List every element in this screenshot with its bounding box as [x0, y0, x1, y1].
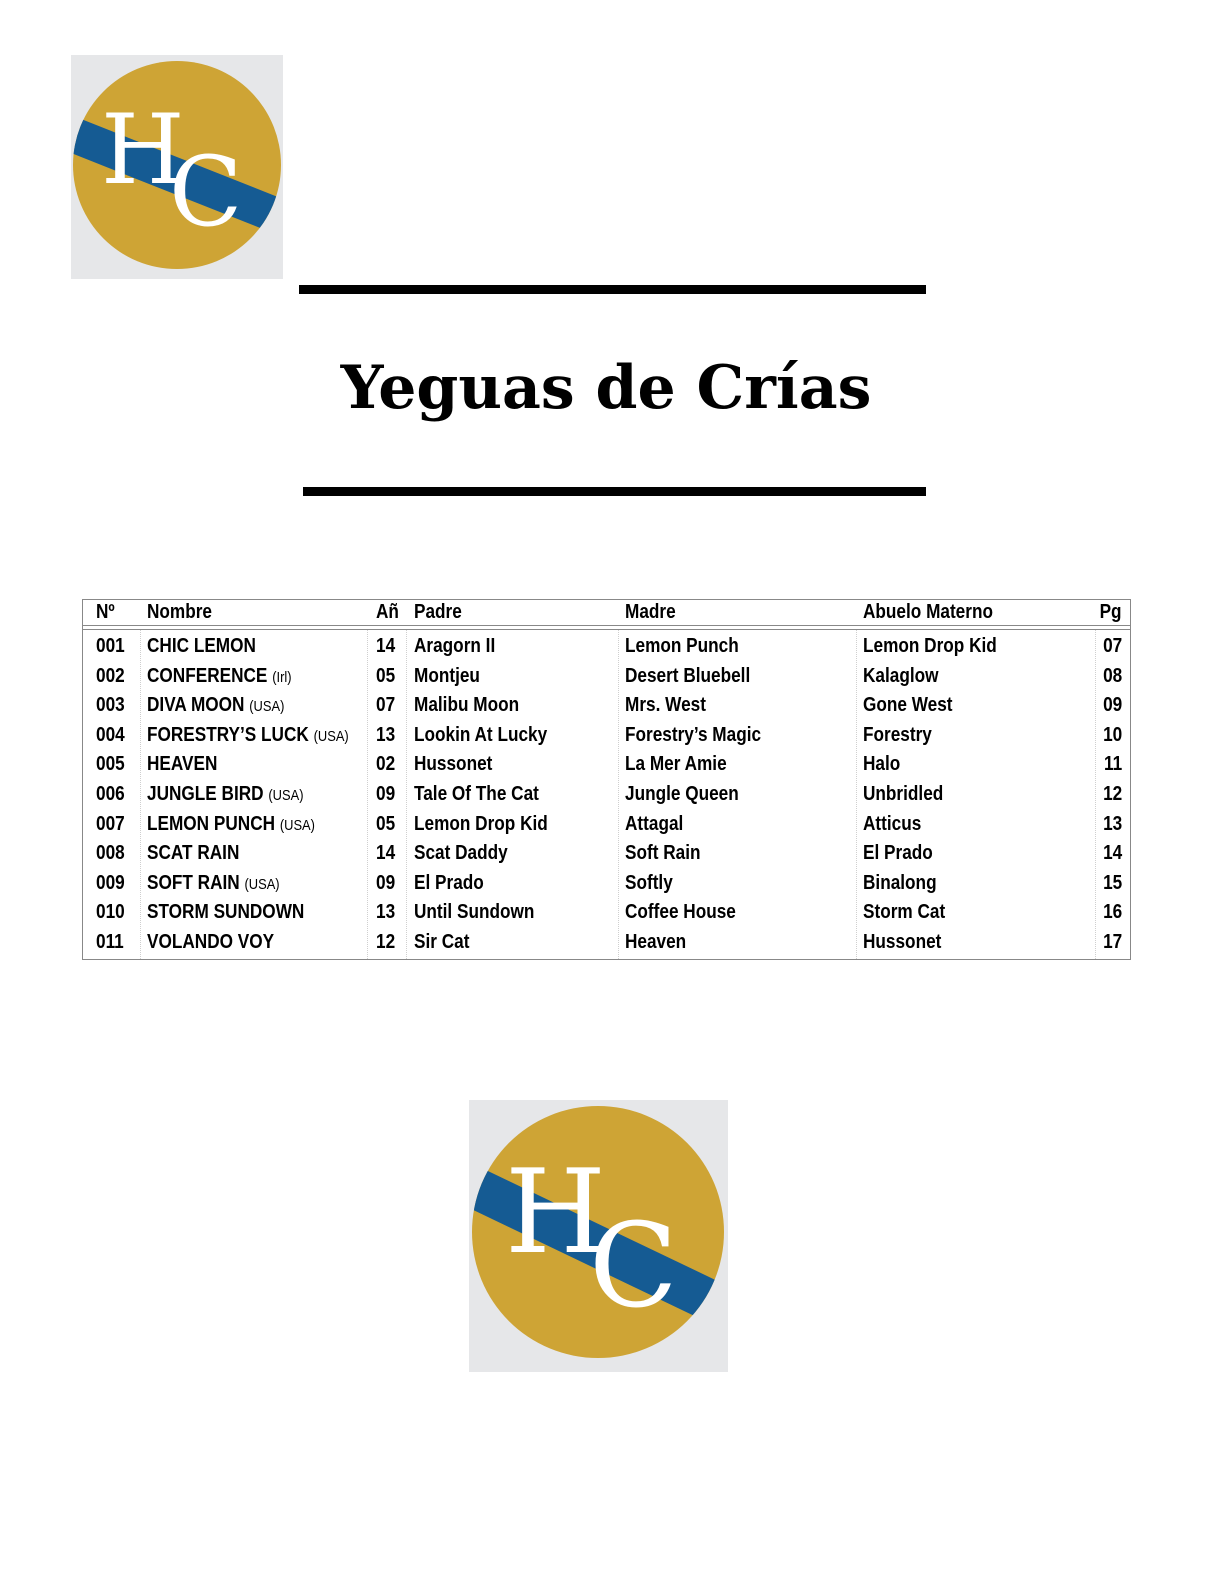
cell-dam [625, 783, 739, 806]
cell-num [96, 724, 125, 747]
cell-year [376, 635, 395, 658]
cell-sire [414, 842, 508, 865]
cell-year-text: 14 [376, 635, 396, 657]
header-name: Nombre [147, 601, 212, 623]
cell-num [96, 872, 125, 895]
cell-dam [625, 724, 761, 747]
cell-page [1104, 753, 1122, 776]
cell-name [147, 783, 304, 806]
cell-year-text: 02 [376, 753, 396, 776]
cell-sire [414, 724, 547, 747]
cell-page [1103, 694, 1122, 717]
cell-year [376, 813, 395, 836]
cell-grandsire-text: Atticus [863, 812, 922, 835]
header-page: Pg [1100, 601, 1122, 623]
cell-page [1103, 931, 1122, 954]
cell-grandsire [863, 842, 933, 865]
cell-num-text: 011 [96, 931, 124, 953]
cell-dam-text: Coffee House [625, 901, 736, 924]
table-row [83, 811, 1130, 841]
cell-grandsire [863, 813, 921, 836]
cell-dam-text: Softly [625, 871, 673, 894]
cell-year [376, 931, 395, 954]
cell-name-text: VOLANDO VOY [147, 931, 275, 953]
cell-grandsire-text: Forestry [863, 723, 932, 746]
header-num: Nº [96, 601, 115, 623]
cell-page [1103, 901, 1122, 924]
cell-dam-text: Desert Bluebell [625, 664, 751, 687]
cell-year [376, 724, 395, 747]
header-divider [83, 625, 1130, 630]
cell-num [96, 694, 125, 717]
cell-sire [414, 783, 539, 806]
cell-name [147, 694, 284, 717]
cell-name [147, 842, 239, 865]
table-header [83, 600, 1130, 626]
header-year: Añ [376, 601, 399, 623]
table-row [83, 692, 1130, 722]
cell-name-text: CONFERENCE [147, 664, 268, 687]
table-row [83, 722, 1130, 752]
cell-page-text: 13 [1102, 812, 1122, 835]
cell-num-text: 001 [96, 635, 125, 657]
cell-num [96, 813, 125, 836]
cell-grandsire [863, 901, 945, 924]
cell-name [147, 635, 256, 658]
cell-dam [625, 635, 739, 658]
origin-tag: (USA) [279, 816, 315, 834]
cell-num [96, 783, 125, 806]
cell-year [376, 694, 395, 717]
cell-dam-text: Heaven [625, 931, 687, 953]
title-rule-top [299, 285, 926, 294]
cell-sire-text: Malibu Moon [414, 694, 520, 717]
cell-name-text: SOFT RAIN [147, 871, 240, 894]
cell-name [147, 724, 349, 747]
cell-name-text: SCAT RAIN [147, 842, 240, 865]
cell-year [376, 901, 395, 924]
header-sire: Padre [414, 601, 462, 623]
logo-top [71, 55, 283, 279]
mares-table [82, 599, 1131, 960]
cell-year [376, 842, 395, 865]
cell-grandsire [863, 635, 997, 658]
cell-page-text: 14 [1102, 842, 1122, 865]
cell-page [1103, 842, 1122, 865]
cell-dam [625, 665, 750, 688]
cell-dam [625, 901, 736, 924]
cell-year-text: 07 [376, 694, 396, 717]
cell-num-text: 002 [96, 664, 125, 687]
cell-sire [414, 813, 548, 836]
cell-dam [625, 694, 706, 717]
cell-dam [625, 872, 673, 895]
cell-dam [625, 931, 686, 954]
cell-year [376, 872, 395, 895]
logo-bottom [469, 1100, 728, 1372]
cell-dam [625, 842, 700, 865]
cell-page [1103, 813, 1122, 836]
table-row [83, 870, 1130, 900]
cell-name [147, 753, 217, 776]
table-row [83, 899, 1130, 929]
svg-text:C: C [169, 136, 243, 248]
cell-name-text: CHIC LEMON [147, 635, 256, 657]
cell-num-text: 005 [96, 753, 125, 776]
cell-sire-text: Montjeu [414, 664, 480, 687]
table-row [83, 840, 1130, 870]
table-row [83, 751, 1130, 781]
cell-page-text: 11 [1103, 753, 1122, 776]
cell-name [147, 901, 304, 924]
cell-dam [625, 813, 683, 836]
cell-num [96, 665, 125, 688]
cell-name-text: STORM SUNDOWN [147, 901, 305, 924]
cell-name [147, 872, 280, 895]
cell-num [96, 753, 125, 776]
page-title: Yeguas de Crías [340, 353, 872, 423]
cell-num-text: 009 [96, 871, 125, 894]
svg-text:H: H [101, 94, 185, 206]
cell-sire-text: Lookin At Lucky [414, 723, 548, 746]
table-row [83, 633, 1130, 663]
cell-grandsire [863, 931, 941, 954]
cell-page-text: 12 [1102, 783, 1122, 805]
cell-name [147, 813, 315, 836]
cell-sire [414, 665, 480, 688]
cell-year-text: 05 [376, 812, 396, 835]
cell-page-text: 16 [1102, 901, 1122, 924]
table-row [83, 929, 1130, 959]
origin-tag: (USA) [268, 787, 304, 804]
cell-num-text: 007 [96, 812, 125, 835]
cell-grandsire-text: Hussonet [863, 931, 942, 953]
cell-year-text: 05 [376, 664, 396, 687]
cell-sire-text: Until Sundown [414, 901, 535, 924]
cell-sire-text: Lemon Drop Kid [414, 812, 548, 835]
cell-page [1103, 724, 1122, 747]
svg-text:C: C [589, 1199, 678, 1334]
cell-dam-text: Soft Rain [625, 842, 701, 865]
origin-tag: (USA) [249, 698, 285, 716]
cell-dam [625, 753, 727, 776]
cell-name-text: LEMON PUNCH [147, 812, 276, 835]
cell-num-text: 003 [96, 694, 125, 717]
cell-grandsire-text: Storm Cat [863, 901, 946, 924]
svg-text:H: H [505, 1145, 607, 1280]
cell-name [147, 665, 292, 688]
cell-grandsire [863, 724, 932, 747]
cell-num-text: 008 [96, 842, 125, 865]
cell-year-text: 14 [376, 842, 396, 865]
origin-tag: (USA) [313, 727, 349, 745]
cell-num [96, 635, 125, 658]
header-dam: Madre [625, 601, 676, 623]
cell-dam-text: Mrs. West [625, 694, 706, 717]
cell-sire-text: Aragorn II [414, 635, 496, 657]
cell-sire [414, 635, 495, 658]
cell-sire [414, 872, 484, 895]
cell-sire [414, 901, 534, 924]
cell-grandsire-text: Unbridled [863, 783, 944, 805]
hc-logo-graphic [469, 1100, 728, 1372]
cell-page-text: 07 [1102, 635, 1122, 657]
cell-sire-text: Hussonet [414, 753, 493, 776]
cell-page [1103, 872, 1122, 895]
cell-grandsire [863, 665, 939, 688]
cell-grandsire [863, 783, 943, 806]
header-grandsire: Abuelo Materno [863, 601, 993, 623]
cell-name [147, 931, 274, 954]
cell-sire [414, 931, 469, 954]
cell-year-text: 12 [376, 931, 396, 953]
cell-num [96, 842, 125, 865]
cell-sire-text: Tale Of The Cat [414, 783, 539, 805]
cell-grandsire-text: Kalaglow [863, 664, 939, 687]
cell-sire [414, 694, 519, 717]
cell-page [1103, 635, 1122, 658]
cell-grandsire-text: Gone West [863, 694, 953, 717]
table-row [83, 663, 1130, 693]
cell-dam-text: La Mer Amie [625, 753, 727, 776]
cell-grandsire [863, 872, 937, 895]
cell-sire-text: Sir Cat [414, 931, 470, 953]
cell-name-text: HEAVEN [147, 753, 218, 776]
cell-page-text: 10 [1102, 723, 1122, 746]
cell-num-text: 006 [96, 783, 125, 805]
title-rule-bottom [303, 487, 926, 496]
cell-grandsire-text: Lemon Drop Kid [863, 635, 997, 657]
cell-grandsire-text: Binalong [863, 871, 937, 894]
cell-dam-text: Attagal [625, 812, 684, 835]
cell-dam-text: Jungle Queen [625, 783, 739, 805]
origin-tag: (USA) [244, 875, 280, 893]
cell-sire-text: Scat Daddy [414, 842, 508, 865]
cell-year [376, 783, 395, 806]
cell-year [376, 665, 395, 688]
cell-num-text: 004 [96, 723, 125, 746]
cell-year [376, 753, 395, 776]
cell-year-text: 13 [376, 723, 396, 746]
cell-dam-text: Lemon Punch [625, 635, 739, 657]
cell-name-text: JUNGLE BIRD [147, 783, 264, 805]
cell-page [1103, 665, 1122, 688]
table-row [83, 781, 1130, 811]
cell-grandsire-text: Halo [863, 753, 901, 776]
cell-page-text: 17 [1102, 931, 1122, 953]
cell-grandsire-text: El Prado [863, 842, 933, 865]
cell-page [1103, 783, 1122, 806]
cell-sire-text: El Prado [414, 871, 484, 894]
cell-dam-text: Forestry’s Magic [625, 723, 762, 746]
hc-logo-graphic [71, 55, 283, 279]
cell-year-text: 09 [376, 783, 396, 805]
cell-page-text: 09 [1102, 694, 1122, 717]
cell-page-text: 15 [1102, 871, 1122, 894]
cell-grandsire [863, 753, 900, 776]
cell-num-text: 010 [96, 901, 125, 924]
origin-tag: (Irl) [272, 668, 292, 686]
cell-name-text: DIVA MOON [147, 694, 245, 717]
cell-page-text: 08 [1102, 664, 1122, 687]
cell-num [96, 901, 125, 924]
cell-year-text: 09 [376, 871, 396, 894]
cell-num [96, 931, 124, 954]
cell-year-text: 13 [376, 901, 396, 924]
cell-grandsire [863, 694, 953, 717]
cell-sire [414, 753, 492, 776]
cell-name-text: FORESTRY’S LUCK [147, 723, 309, 746]
